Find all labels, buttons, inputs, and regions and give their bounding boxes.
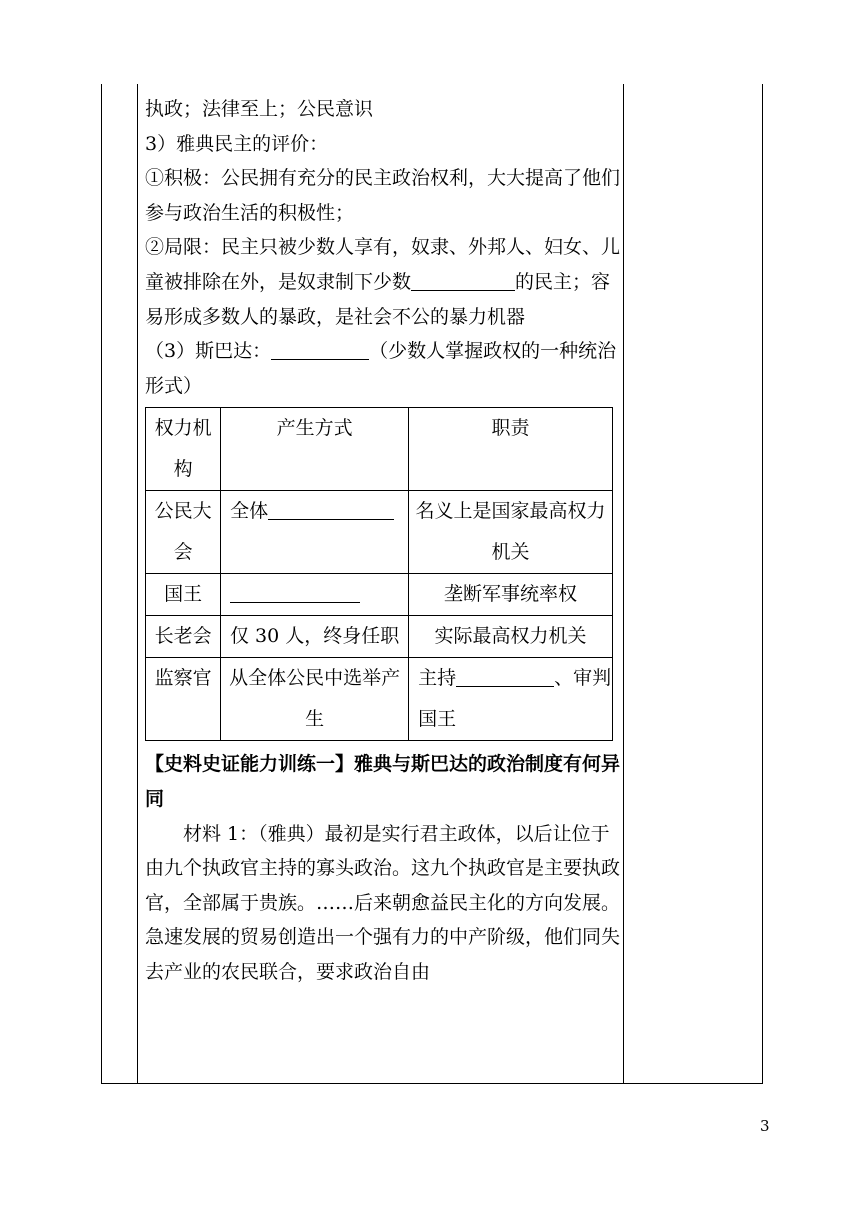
table-row: [146, 658, 613, 741]
table-cell: [409, 658, 613, 741]
text-line: ①积极：公民拥有充分的民主政治权利，大大提高了他们参与政治生活的积极性；: [145, 167, 621, 224]
content-column: [145, 92, 620, 990]
table-cell: 仅 30 人，终身任职: [221, 616, 409, 658]
text-segment: （少数人掌握政权的一种统治形式）: [145, 340, 617, 397]
table-cell: 公民大会: [146, 491, 221, 574]
text-line: 3）雅典民主的评价：: [145, 132, 329, 155]
text-line: [145, 230, 620, 334]
table-row: [146, 616, 613, 658]
text-line: [145, 334, 620, 403]
fill-blank[interactable]: [268, 499, 394, 520]
table-cell: 从全体公民中选举产生: [221, 658, 409, 741]
text-segment: 的民主；容易形成多数人的暴政，是社会不公的暴力机器: [145, 270, 611, 328]
fill-blank[interactable]: [271, 339, 369, 360]
table-cell: [221, 491, 409, 574]
table-cell: 垄断军事统率权: [409, 574, 613, 616]
material-paragraph: 材料 1：（雅典）最初是实行君主政体，以后让位于由九个执政官主持的寡头政治。这九个执政官是主要执政官，全部属于贵族。……后来朝愈益民主化的方向发展。急速发展的贸易创造出一个强有力的中产阶级，他们同失去产业的农民联合，要求政治自由: [145, 822, 621, 983]
fill-blank[interactable]: [456, 666, 554, 687]
table-row: [146, 574, 613, 616]
cell-text: 主持: [418, 667, 457, 690]
header-cell: 职责: [409, 408, 613, 491]
table-cell: 长老会: [146, 616, 221, 658]
cell-text: 全体: [230, 500, 269, 523]
table-cell: [221, 574, 409, 616]
text-segment: ②局限：民主只被少数人享有，奴隶、外邦人、妇女、儿童被排除在外，是奴隶制下少数: [145, 236, 621, 293]
column-divider-right: [623, 84, 624, 1083]
table-header-row: [146, 408, 613, 491]
table-cell: 名义上是国家最高权力机关: [409, 491, 613, 574]
text-segment: （3）斯巴达：: [145, 340, 272, 363]
table-row: [146, 491, 613, 574]
table-cell: 监察官: [146, 658, 221, 741]
header-cell: 产生方式: [221, 408, 409, 491]
fill-blank[interactable]: [230, 582, 360, 603]
exercise-title: 【史料史证能力训练一】雅典与斯巴达的政治制度有何异同: [145, 753, 621, 810]
page-number: 3: [760, 1117, 770, 1135]
header-cell: 权力机构: [146, 408, 221, 491]
table-cell: 实际最高权力机关: [409, 616, 613, 658]
column-divider-left: [137, 84, 138, 1083]
text-line: 执政；法律至上；公民意识: [145, 98, 374, 120]
table-cell: 国王: [146, 574, 221, 616]
power-structure-table: [145, 407, 613, 741]
cell-text: 、审判国王: [418, 667, 612, 731]
fill-blank[interactable]: [411, 270, 515, 291]
